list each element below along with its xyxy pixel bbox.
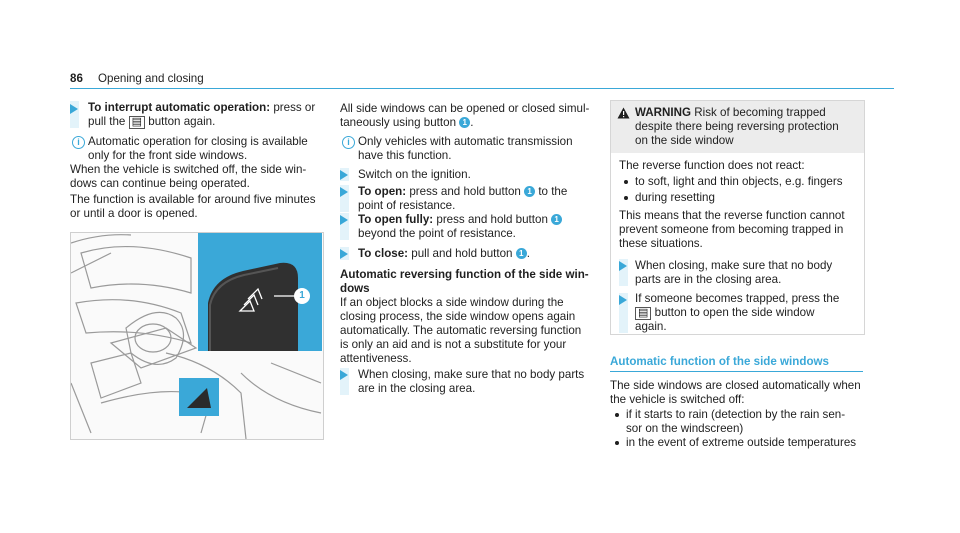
- step-arrow-icon: [619, 295, 627, 305]
- warning-title: WARNING Risk of becoming trapped despite there being reversing protection on the side window: [635, 106, 839, 147]
- callout-number: 1: [299, 290, 305, 301]
- step-open-fully: To open fully: press and hold button 1 beyond the point of resistance.: [358, 213, 562, 241]
- step-arrow-icon: [340, 187, 348, 197]
- bullet-dot: [624, 196, 628, 200]
- note-auto: Automatic operation for closing is available only for the front side windows.: [88, 135, 308, 162]
- warning-step-body: When closing, make sure that no body parts are in the closing area.: [635, 259, 833, 286]
- step-arrow-icon: [619, 261, 627, 271]
- step-arrow-icon: [340, 215, 348, 225]
- bullet-temperature: in the event of extreme outside temperatures: [626, 436, 857, 449]
- note-transmission: Only vehicles with automatic transmission have this function.: [358, 135, 573, 162]
- bullet-dot: [615, 413, 619, 417]
- bullet-dot: [615, 441, 619, 445]
- warning-box: [610, 100, 865, 335]
- heading-automatic: Automatic function of the side windows: [610, 355, 829, 368]
- step-ignition: Switch on the ignition.: [358, 168, 471, 181]
- para-five-minutes: The function is available for around five minutes or until a door is opened.: [70, 193, 316, 220]
- step-open: To open: press and hold button 1 to the point of resistance.: [358, 185, 568, 212]
- para-automatic: The side windows are closed automatically when the vehicle is switched off:: [610, 379, 861, 406]
- para-reversing: If an object blocks a side window during the closing process, the side window opens again automatically. The automatic reversing function is only an aid and is not a substitute for your attentiveness.: [340, 296, 582, 365]
- step-arrow-icon: [340, 370, 348, 380]
- step-close: To close: pull and hold button 1 .: [358, 247, 530, 260]
- button-1-ref: 1: [524, 186, 535, 197]
- button-1-ref: 1: [551, 214, 562, 225]
- step-arrow-icon: [340, 249, 348, 259]
- warning-step-trapped: If someone becomes trapped, press the ▤ button to open the side window again.: [635, 292, 840, 333]
- header-rule: [70, 88, 894, 89]
- para-all-windows: All side windows can be opened or closed simul- taneously using button 1 .: [340, 102, 590, 129]
- info-icon: i: [72, 136, 85, 149]
- warning-bullet: during resetting: [635, 191, 715, 204]
- detail-inset: [198, 233, 322, 351]
- window-button-icon: ▤: [129, 116, 145, 129]
- warning-bullet: to soft, light and thin objects, e.g. fingers: [635, 175, 843, 188]
- heading-reversing: Automatic reversing function of the side win- dows: [340, 268, 589, 295]
- bullet-dot: [624, 180, 628, 184]
- bullet-rain: if it starts to rain (detection by the rain sen- sor on the windscreen): [626, 408, 846, 435]
- warning-means: This means that the reverse function cannot prevent someone from becoming trapped in these situations.: [619, 209, 845, 250]
- step-arrow-icon: [340, 170, 348, 180]
- step-arrow-icon: [70, 104, 78, 114]
- section-title: Opening and closing: [98, 72, 204, 85]
- window-button-icon: ▤: [635, 307, 651, 320]
- page-number: 86: [70, 72, 83, 85]
- button-1-ref: 1: [459, 117, 470, 128]
- warning-intro: The reverse function does not react:: [619, 159, 805, 172]
- warning-icon: [617, 107, 630, 119]
- button-1-ref: 1: [516, 248, 527, 259]
- step-body-parts: When closing, make sure that no body parts are in the closing area.: [358, 368, 585, 395]
- info-icon: i: [342, 136, 355, 149]
- heading-rule: [610, 371, 863, 372]
- step-interrupt: To interrupt automatic operation: press or pull the ▤ button again.: [88, 101, 316, 128]
- para-switched-off: When the vehicle is switched off, the side win- dows can continue being operated.: [70, 163, 307, 190]
